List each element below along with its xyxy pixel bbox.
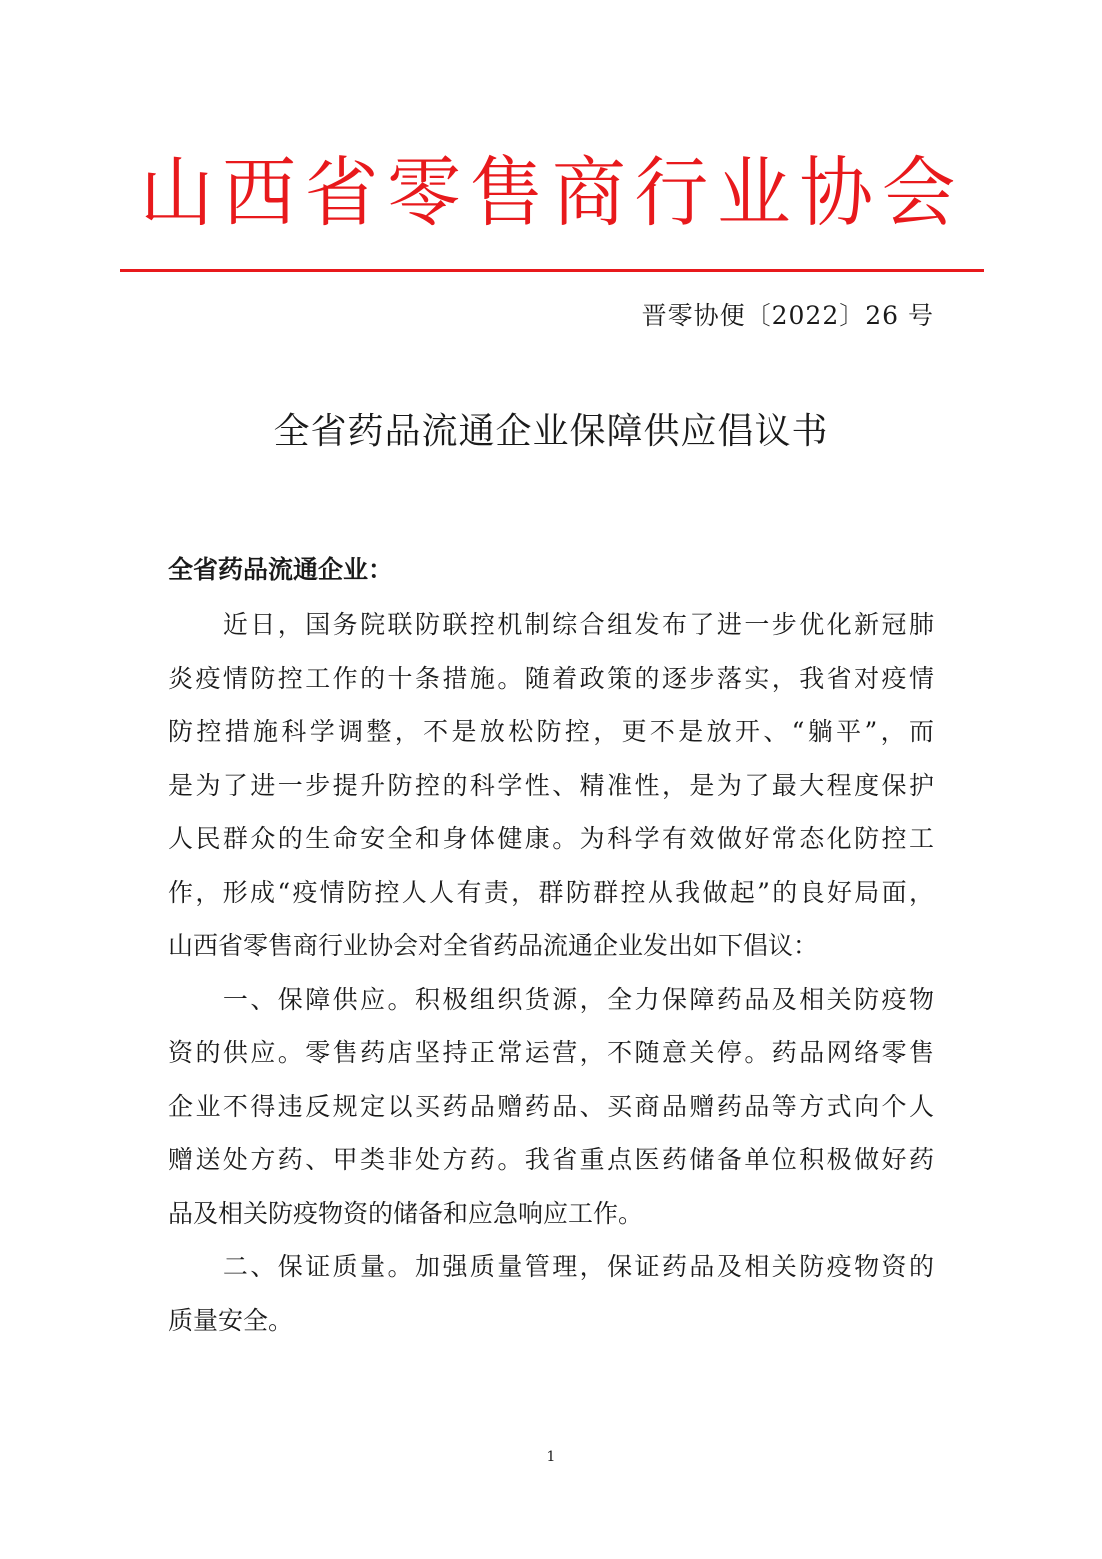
body-text xyxy=(168,598,934,1347)
body-line: 防控措施科学调整，不是放松防控，更不是放开、“躺平”，而 xyxy=(168,717,934,746)
salutation: 全省药品流通企业： xyxy=(168,555,394,584)
body-line: 品及相关防疫物资的储备和应急响应工作。 xyxy=(168,1198,644,1228)
body-line: 是为了进一步提升防控的科学性、精准性，是为了最大程度保护 xyxy=(168,770,934,800)
body-line: 质量安全。 xyxy=(168,1305,294,1335)
body-line: 赠送处方药、甲类非处方药。我省重点医药储备单位积极做好药 xyxy=(168,1145,934,1174)
page-number: 1 xyxy=(546,1449,556,1465)
body-line: 炎疫情防控工作的十条措施。随着政策的逐步落实，我省对疫情 xyxy=(168,663,934,693)
body-line: 资的供应。零售药店坚持正常运营，不随意关停。药品网络零售 xyxy=(168,1038,934,1067)
body-line: 作，形成“疫情防控人人有责，群防群控从我做起”的良好局面， xyxy=(168,877,934,907)
document-number: 晋零协便〔2022〕26 号 xyxy=(641,301,934,330)
body-line: 一、保障供应。积极组织货源，全力保障药品及相关防疫物 xyxy=(168,984,934,1014)
body-line: 近日，国务院联防联控机制综合组发布了进一步优化新冠肺 xyxy=(168,610,934,639)
organization-header: 山西省零售商行业协会 xyxy=(139,148,965,237)
body-line: 人民群众的生命安全和身体健康。为科学有效做好常态化防控工 xyxy=(168,824,934,853)
document-title: 全省药品流通企业保障供应倡议书 xyxy=(273,411,829,452)
body-line: 二、保证质量。加强质量管理，保证药品及相关防疫物资的 xyxy=(168,1252,934,1281)
header-divider xyxy=(120,269,984,272)
body-line: 山西省零售商行业协会对全省药品流通企业发出如下倡议： xyxy=(168,931,819,960)
body-line: 企业不得违反规定以买药品赠药品、买商品赠药品等方式向个人 xyxy=(168,1091,934,1121)
